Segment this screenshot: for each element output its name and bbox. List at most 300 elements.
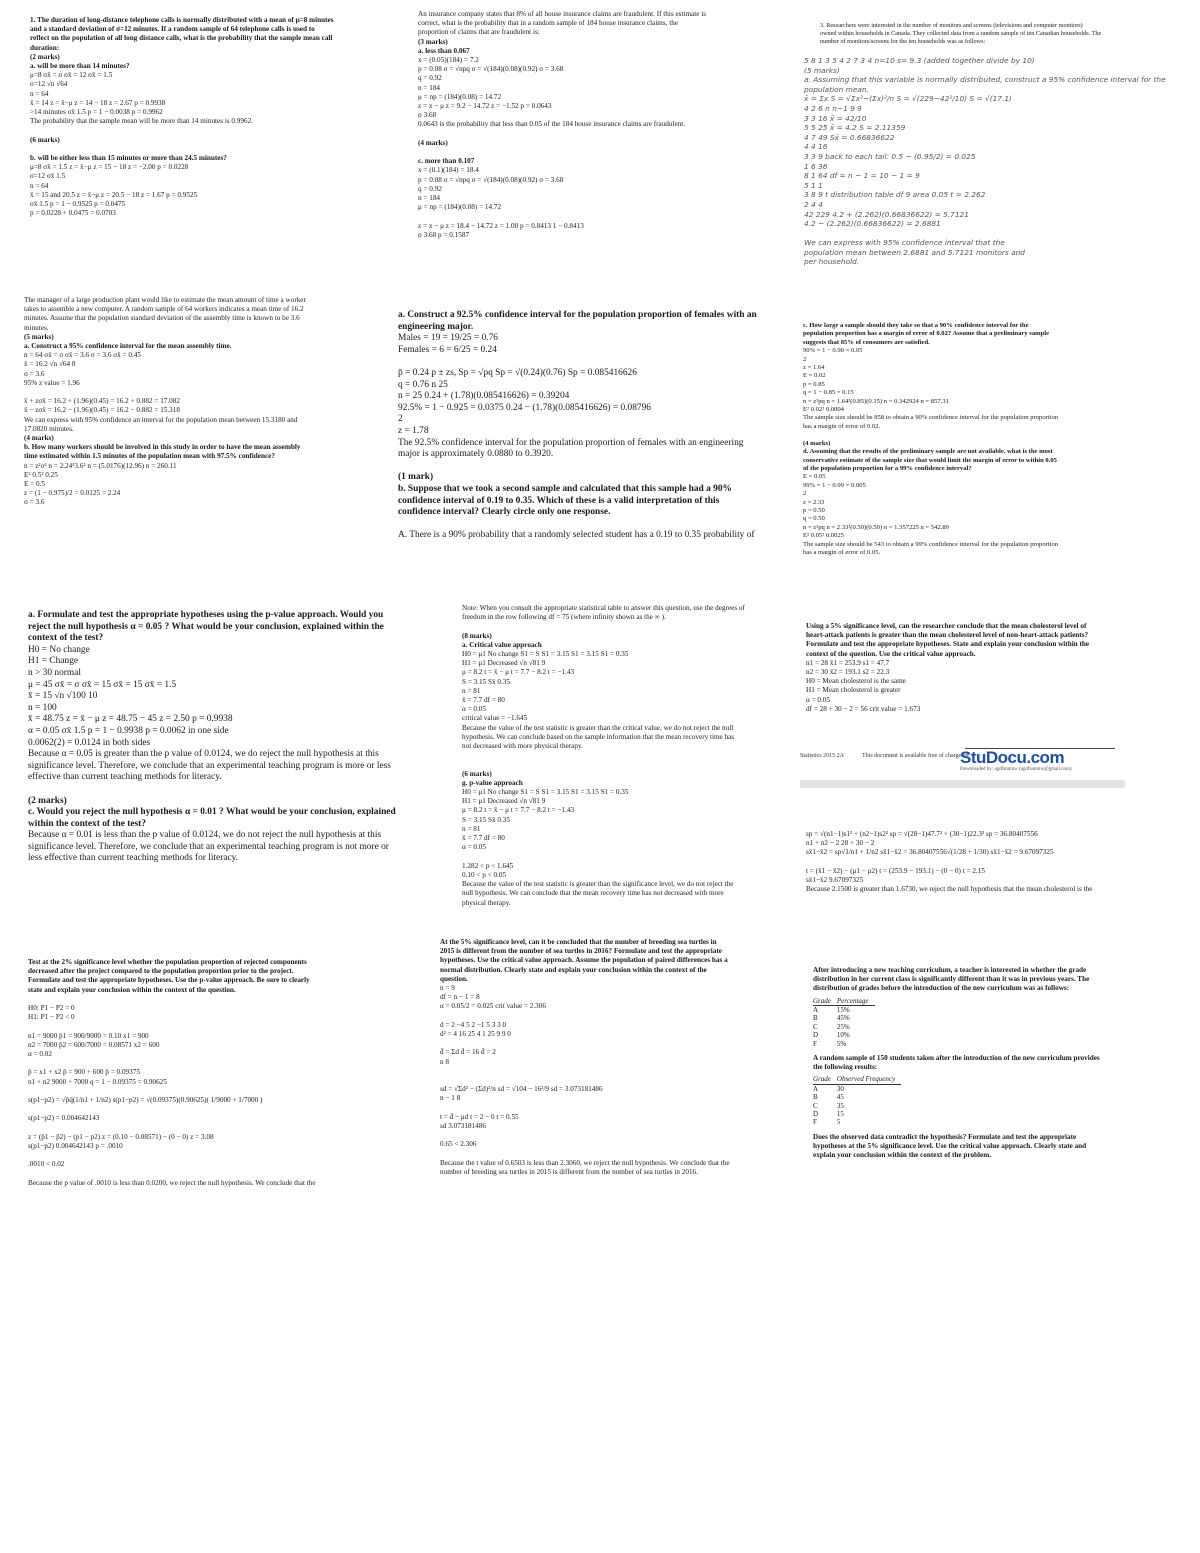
table-cell: A <box>813 1084 819 1093</box>
text-line <box>418 148 790 157</box>
text-line <box>462 852 798 861</box>
text-line: Because the t value of 0.6503 is less than 2.3060, we reject the null hypothesis. We conclude that the <box>440 1158 730 1167</box>
text-line: sd 3.073181486 <box>440 1122 486 1131</box>
text-line: α = 0.05 <box>806 695 830 704</box>
text-line: After introducing a new teaching curriculum, a teacher is interested in whether the grade <box>813 966 1087 974</box>
text-line: σ 3.68 p = 0.1587 <box>418 230 470 239</box>
col1-question-call-duration <box>30 16 410 278</box>
text-line: (2 marks) <box>30 52 60 61</box>
text-line <box>28 1170 438 1179</box>
text-line: takes to assemble a new computer. A random sample of 64 workers indicates a mean time of 16.2 <box>24 305 304 314</box>
text-line: s(p1−p2) = √p̄q̄(1/n1 + 1/n2) s(p1−p2) = √(0.09375)(0.90625)( 1/9000 + 1/7000 ) <box>28 1096 263 1105</box>
text-line: null hypothesis. We can conclude that the mean recovery time has not decreased with more <box>462 889 724 898</box>
text-line <box>30 126 410 135</box>
text-line: H1 = Change <box>28 656 79 667</box>
text-line: suggests that 85% of consumers are satisfied. <box>803 338 930 346</box>
table-cell: C <box>813 1101 818 1110</box>
text-line: 90% = 1 − 0.90 = 0.05 <box>803 347 863 355</box>
text-line: z = x − μ z = 9.2 − 14.72 z = −1.52 p = 0.0643 <box>418 102 552 111</box>
grade-observed-frequency-table <box>813 1075 901 1126</box>
text-line: conservative estimate of the sample size that would limit the margin of error to within 0.05 <box>803 456 1057 464</box>
text-line: n = 64 σx̄ = σ σx̄ = 3.6 σ = 3.6 σx̄ = 0.45 <box>24 351 141 360</box>
text-line: σ=12 σx̄ 1.5 <box>30 172 66 181</box>
col3-question-cholesterol-calc <box>806 830 1124 922</box>
text-line <box>418 130 790 139</box>
text-line: n1 = 9000 p̄1 = 900/9000 = 0.10 x1 = 900 <box>28 1031 149 1040</box>
text-line: (5 marks) <box>804 65 840 75</box>
text-line: μ=8 σx̄ = 1.5 z = x̄−μ z = 15 − 18 z = −2.00 p = 0.0228 <box>30 163 189 172</box>
text-line: b. Suppose that we took a second sample and calculated that this sample had a 90% <box>398 483 732 494</box>
text-line: n = 81 <box>462 824 481 833</box>
text-line: Males = 19 = 19/25 = 0.76 <box>398 333 498 344</box>
studocu-footer <box>800 748 1118 770</box>
text-line: q = 0.92 <box>418 184 442 193</box>
text-line: 2 <box>398 414 403 425</box>
text-line: x = (0.05)(184) = 7.2 <box>418 56 479 65</box>
text-line: sd = √Σd² − (Σd)²/n sd = √104 − 16²/9 sd = 3.073181486 <box>440 1085 603 1094</box>
text-line <box>24 388 404 397</box>
text-line: p = 0.08 σ = √npq σ = √(184)(0.08)(0.92) σ = 3.68 <box>418 175 564 184</box>
text-line: H1 = μ1 Decreased √n √81 9 <box>462 659 546 668</box>
text-line <box>440 1104 808 1113</box>
text-line: x̄ − zσx̄ = 16.2 − (1.96)(0.45) = 16.2 − 0.882 = 15.318 <box>24 406 180 415</box>
text-line: (4 marks) <box>24 434 54 443</box>
text-line: σ 3.68 <box>418 111 437 120</box>
text-line: 4 4 16 <box>804 142 828 152</box>
text-line: effective than current teaching methods for literacy. <box>28 772 222 783</box>
text-line: σ = 3.6 <box>24 498 45 507</box>
text-line: n2 = 7000 p̄2 = 600/7000 = 0.08571 x2 = 600 <box>28 1040 160 1049</box>
text-line: 99% = 1 − 0.99 = 0.005 <box>803 481 866 489</box>
col2-question-insurance-claims <box>418 10 790 288</box>
text-line: critical value = −1.645 <box>462 714 528 723</box>
grade-distribution-before-table <box>813 997 875 1048</box>
text-line: p = 0.08 σ = √npq σ = √(184)(0.08)(0.92) σ = 3.68 <box>418 65 564 74</box>
text-line: 3 3 9 back to each tail: 0.5 − (0.95/2) = 0.025 <box>804 151 976 161</box>
text-line: q = 0.92 <box>418 74 442 83</box>
text-line: n = 64 <box>30 89 49 98</box>
text-line: (8 marks) <box>462 631 492 640</box>
table-header: Observed Frequency <box>837 1075 901 1084</box>
text-line: d² = 4 16 25 4 1 25 9 9 0 <box>440 1030 511 1039</box>
text-line: population mean between 2.6881 and 5.7121 monitors and <box>804 247 1025 257</box>
text-line: S = 3.15 Sx̄ 0.35 <box>462 677 510 686</box>
table-cell: F <box>813 1118 817 1127</box>
text-line: df = n − 1 = 8 <box>440 993 480 1002</box>
text-line: x̄ = 15 √n √100 10 <box>28 691 98 702</box>
text-line: and a standard deviation of σ=12 minutes. If a random sample of 64 telephone calls is used to <box>30 25 315 34</box>
text-line: σ=12 √n √64 <box>30 80 68 89</box>
text-line <box>28 1059 438 1068</box>
text-line: σx̄ 1.5 p = 1 − 0.9525 p = 0.0475 <box>30 200 126 209</box>
text-line: distribution of grades before the introduction of the new curriculum was as follows: <box>813 984 1070 993</box>
text-line: An insurance company states that 8% of all house insurance claims are fraudulent. If this estimate is <box>418 10 707 18</box>
text-line: explain your conclusion within the context of the problem. <box>813 1151 992 1160</box>
text-line: H0 = μ1 No change S1 = S S1 = 3.15 S1 = 3.15 S1 = 0.35 <box>462 650 629 659</box>
text-line: (4 marks) <box>418 138 448 147</box>
table-header: Grade <box>813 1075 837 1084</box>
text-line: The sample size should be 543 to obtain a 99% confidence interval for the population proportion <box>803 540 1059 548</box>
text-line: d = 2 −4 5 2 −1 5 3 3 0 <box>440 1020 507 1029</box>
text-line: z = x − μ z = 18.4 − 14.72 z = 1.00 p = 0.8413 1 − 0.8413 <box>418 221 584 230</box>
table-cell: F <box>813 1039 817 1048</box>
text-line: H0: P1 − P2 = 0 <box>28 1004 75 1013</box>
text-line: x̄ = 7.7 df = 80 <box>462 696 505 705</box>
text-line: (5 marks) <box>24 332 54 341</box>
text-line: a. Construct a 95% confidence interval for the mean assembly time. <box>24 342 232 351</box>
col1-question-rejected-components <box>28 958 438 1210</box>
text-line <box>28 1124 438 1133</box>
text-line: significance level. Therefore, we conclude that an experimental teaching program is not more or <box>28 841 389 852</box>
text-line: Because α = 0.01 is less than the p value of 0.0124, we do not reject the null hypothesis at this <box>28 830 382 841</box>
text-line: We can express with 95% confidence an interval for the population mean between 15.3180 and <box>24 415 298 424</box>
text-line: per household. <box>804 257 860 267</box>
col2-question-sea-turtles <box>440 938 808 1208</box>
text-line: H1: P1 − P2 < 0 <box>28 1013 75 1022</box>
text-line: 2015 is different from the number of sea turtles in 2016? Formulate and test the appropriate <box>440 947 722 956</box>
text-line: 17.0820 minutes. <box>24 424 74 433</box>
table-cell: A <box>813 1006 819 1015</box>
text-line: The sample size should be 858 to obtain a 90% confidence interval for the population proportion <box>803 414 1059 422</box>
text-line: n = z²σ² n = 2.24²3.6² n = (5.0176)(12.96) n = 260.11 <box>24 461 177 470</box>
text-line: 1.282 < p < 1.645 <box>462 861 514 870</box>
text-line: distribution in her current class is significantly different than it was in previous years. The <box>813 975 1090 984</box>
text-line: E = 0.5 <box>24 480 46 489</box>
text-line: Using a 5% significance level, can the researcher conclude that the mean cholesterol level of <box>806 622 1087 630</box>
text-line <box>440 1131 808 1140</box>
text-line: 5 8 1 3 5 4 2 7 3 4 n=10 s= 9.3 (added together divide by 10) <box>804 56 1035 65</box>
text-line: n 8 <box>440 1057 449 1066</box>
text-line: Because the value of the test statistic is greater than the critical value, we do not reject the null <box>462 723 734 732</box>
text-line: Because α = 0.05 is greater than the p value of 0.0124, we do reject the null hypothesis at this <box>28 749 379 760</box>
text-line: context of the question. Use the critical value approach. <box>806 649 976 658</box>
text-line: μ=8 σx̄ = σ σx̄ = 12 σx̄ = 1.5 <box>30 71 113 80</box>
text-line: population proportion has a margin of error of 0.02? Assume that a preliminary sample <box>803 330 1050 338</box>
text-line <box>806 858 1124 867</box>
text-line: engineering major. <box>398 321 474 332</box>
text-line: b. How many workers should be involved in this study in order to have the mean assembly <box>24 443 301 452</box>
text-line: x̄ + zσx̄ = 16.2 + (1.96)(0.45) = 16.2 + 0.882 = 17.082 <box>24 397 180 406</box>
text-line: within the context of the test? <box>28 818 146 829</box>
text-line: μ = np = (184)(0.08) = 14.72 <box>418 92 502 101</box>
text-line: duration: <box>30 43 60 52</box>
text-line: a. will be more than 14 minutes? <box>30 62 130 71</box>
text-line: minutes. <box>24 323 49 332</box>
text-line: df = 28 + 30 − 2 = 56 crit value = 1.673 <box>806 704 921 713</box>
text-line: μ = 8.2 t = x̄ − μ t = 7.7 − 8.2 t = −1.43 <box>462 668 575 677</box>
text-line <box>28 1087 438 1096</box>
text-line: not decreased with more physical therapy. <box>462 742 583 751</box>
text-line: 5 1 1 <box>804 180 823 190</box>
text-line: c. Would you reject the null hypothesis α = 0.01 ? What would be your conclusion, explained <box>28 807 396 818</box>
text-line: g. p-value approach <box>462 778 523 787</box>
text-line: number of breeding sea turtles in 2015 is different from the number of sea turtles in 2016. <box>440 1168 698 1177</box>
text-line: E = 0.02 <box>803 372 826 380</box>
text-line <box>28 1105 438 1114</box>
text-line: σ = 3.6 <box>24 369 45 378</box>
text-line: has a margin of error of 0.05. <box>803 548 881 556</box>
text-line: 0.0062(2) = 0.0124 in both sides <box>28 737 151 748</box>
text-line: s(p1−p2) = 0.004642143 <box>28 1114 100 1123</box>
table-cell: 45% <box>836 1014 850 1023</box>
text-line: hypotheses at the 5% significance level. Use the critical value approach. Clearly state and <box>813 1142 1087 1151</box>
text-line: a. less than 0.067 <box>418 46 470 55</box>
text-line: (1 mark) <box>398 472 434 483</box>
text-line: (6 marks) <box>462 769 492 778</box>
table-cell: D <box>813 1110 819 1119</box>
text-line: n1 + n2 − 2 28 + 30 − 2 <box>806 839 875 848</box>
text-line: (4 marks) <box>803 439 831 447</box>
text-line: 4.2 − (2.262)(0.66836622) = 2.6881 <box>804 219 941 229</box>
text-line: p = 0.85 <box>803 380 825 388</box>
text-line: x̄ = 48.75 z = x̄ − μ z = 48.75 − 45 z = 2.50 p = 0.9938 <box>28 714 233 725</box>
text-line: p = 0.50 <box>803 506 825 514</box>
text-line: owned within households in Canada. They collected data from a random sample of ten Canadian households. The <box>820 30 1102 37</box>
col2-question-recovery-time <box>462 604 798 924</box>
text-line: question. <box>440 974 468 983</box>
text-line: 0.0643 is the probability that less than 0.05 of the 184 house insurance claims are fraudulent. <box>418 120 686 129</box>
text-line: normal distribution. Clearly state and explain your conclusion within the context of the <box>440 965 707 974</box>
text-line: sx̄1−x̄2 9.67097325 <box>806 876 864 885</box>
text-line <box>440 1012 808 1021</box>
text-line: context of the test? <box>28 633 104 644</box>
text-line: n2 = 30 x̄2 = 193.1 s2 = 22.3 <box>806 668 890 677</box>
text-line: α = 0.05/2 = 0.025 crit value = 2.306 <box>440 1002 546 1011</box>
table-cell: D <box>813 1031 819 1040</box>
text-line: confidence interval? Clearly circle only one response. <box>398 507 611 518</box>
text-line: n = 184 <box>418 83 441 92</box>
text-line <box>418 212 790 221</box>
text-line <box>398 356 798 368</box>
text-line: z = (1 − 0.975)/2 = 0.0125 = 2.24 <box>24 489 121 498</box>
text-line: H1 = μ1 Decreased √n √81 9 <box>462 797 546 806</box>
text-line: a. Assuming that this variable is normally distributed, construct a 95% confidence interval for the <box>804 75 1166 85</box>
text-line: z = 2.33 <box>803 498 825 506</box>
text-line: hypotheses. Use the critical value approach. Assume the population of paired differences has a <box>440 956 728 965</box>
text-line: 2 <box>803 355 807 363</box>
text-line: 8 1 64 df = n − 1 = 10 − 1 = 9 <box>804 171 920 181</box>
text-line: x = (0.1)(184) = 18.4 <box>418 166 479 175</box>
text-line: A random sample of 150 students taken after the introduction of the new curriculum provides <box>813 1054 1100 1063</box>
text-line: 1 6 36 <box>804 161 828 171</box>
text-line: d. Assuming that the results of the preliminary sample are not available, what is the most <box>803 448 1053 456</box>
text-line: n = 100 <box>28 702 57 713</box>
text-line: 2 4 4 <box>804 199 823 209</box>
text-line <box>804 229 1122 239</box>
text-line: x̄ = 16.2 √n √64 8 <box>24 360 76 369</box>
text-line: Because 2.1500 is greater than 1.6730, we reject the null hypothesis that the mean cholesterol is the <box>806 885 1093 894</box>
text-line: major is approximately 0.0880 to 0.3920. <box>398 449 554 460</box>
text-line <box>398 519 798 531</box>
text-line: The manager of a large production plant would like to estimate the mean amount of time a worker <box>24 296 306 304</box>
footer-availability-note: This document is available free of charge on <box>862 753 969 759</box>
text-line <box>462 622 798 631</box>
text-line: Formulate and test the appropriate hypotheses. State and explain your conclusion within the <box>806 640 1090 649</box>
text-line: z = (p̄1 − p̄2) − (p1 − p2) z = (0.10 − 0.08571) − (0 − 0) z = 3.08 <box>28 1132 214 1141</box>
text-line: of the population proportion for a 99% confidence interval? <box>803 464 972 472</box>
text-line: p̄ = 0.24 p ± zs, Sp = √pq Sp = √(0.24)(0.76) Sp = 0.085416626 <box>398 367 637 378</box>
table-cell: B <box>813 1014 818 1023</box>
text-line <box>28 1022 438 1031</box>
text-line: c. more than 0.107 <box>418 157 475 166</box>
text-line <box>28 1151 438 1160</box>
col3-question-grade-distribution <box>813 966 1123 1211</box>
text-line: heart-attack patients is greater than the mean cholesterol level of non-heart-attack patients? <box>806 631 1089 640</box>
text-line: significance level. Therefore, we conclude that an experimental teaching program is more or less <box>28 760 391 771</box>
text-line: 42 229 4.2 + (2.262)(0.66836622) = 5.7121 <box>804 209 969 219</box>
table-cell: B <box>813 1093 818 1102</box>
text-line: reflect on the population of all long distance calls, what is the probability that the sample mean call <box>30 34 333 43</box>
text-line: n > 30 normal <box>28 667 81 678</box>
text-line: a. Formulate and test the appropriate hypotheses using the p-value approach. Would you <box>28 610 384 620</box>
text-line: n = z²pq n = 2.33²(0.50)(0.50) n = 1.357225 n = 542.89 <box>803 523 949 531</box>
text-line: 3. Researchers were interested in the number of monitors and screens (televisions and computer monitors) <box>820 22 1083 29</box>
text-line: sx̄1−x̄2 = sp√1/n1 + 1/n2 sx̄1−x̄2 = 36.80407556√(1/28 + 1/30) sx̄1−x̄2 = 9.67097325 <box>806 848 1054 857</box>
text-line: E² 0.02² 0.0004 <box>803 406 844 414</box>
text-line: correct, what is the probability that in a random sample of 184 house insurance claims, the <box>418 19 679 28</box>
text-line: 95% z value = 1.96 <box>24 378 80 387</box>
text-line: H0 = μ1 No change S1 = S S1 = 3.15 S1 = 3.15 S1 = 0.35 <box>462 788 629 797</box>
text-line: We can express with 95% confidence interval that the <box>804 238 1005 248</box>
studocu-logo: StuDocu.com <box>960 748 1065 767</box>
text-line: q = 0.76 n 25 <box>398 379 448 390</box>
col3-question-monitors-printed <box>820 22 1120 54</box>
text-line: x̄ = Σx S = √Σx²−(Σx)²/n S = √(229−42²/10) S = √(17.1) <box>804 94 1012 104</box>
text-line: 3 3 16 x̄ = 42/10 <box>804 113 867 123</box>
text-line: proportion of claims that are fraudulent is: <box>418 28 540 37</box>
text-line: E = 0.05 <box>803 473 826 481</box>
text-line: 0.10 < p < 0.05 <box>462 870 507 879</box>
text-line: x̄ = 15 and 20.5 z = x̄−μ z = 20.5 − 18 z = 1.67 p = 0.9525 <box>30 190 198 199</box>
text-line: p̄ = x1 + x2 p̄ = 900 + 600 p̄ = 0.09375 <box>28 1068 140 1077</box>
text-line: Note: When you consult the appropriate statistical table to answer this question, use the degrees of <box>462 604 745 612</box>
text-line: Formulate and test the appropriate hypotheses. Use the p-value approach. Be sure to clearly <box>28 976 310 985</box>
text-line: confidence interval of 0.19 to 0.35. Which of these is a valid interpretation of this <box>398 495 720 506</box>
text-line: time estimated within 1.5 minutes of the population mean with 97.5% confidence? <box>24 452 275 461</box>
table-header: Grade <box>813 997 837 1006</box>
table-cell: 5 <box>836 1118 841 1127</box>
col3-question-monitors-handwritten <box>804 56 1166 276</box>
text-line: x̄ = 7.7 df = 80 <box>462 834 505 843</box>
footer-gray-bar <box>800 780 1125 788</box>
text-line: 4 7 49 Sx̄ = 0.66836622 <box>804 132 895 142</box>
text-line: d̄ = Σd d̄ = 16 d̄ = 2 <box>440 1048 496 1057</box>
text-line <box>398 461 798 473</box>
text-line <box>30 145 410 154</box>
text-line: has a margin of error of 0.02. <box>803 422 881 430</box>
text-line <box>28 784 440 796</box>
text-line: E² 0.5² 0.25 <box>24 470 58 479</box>
col2-question-engineering-proportion <box>398 310 798 582</box>
text-line: H0 = No change <box>28 644 90 655</box>
col3-question-sample-size <box>803 322 1121 590</box>
table-cell: 25% <box>836 1022 850 1031</box>
table-cell: 15 <box>836 1110 844 1119</box>
text-line: b. will be either less than 15 minutes or more than 24.5 minutes? <box>30 154 227 163</box>
text-line: 1. The duration of long-distance telephone calls is normally distributed with a mean of μ=8 minutes <box>30 16 334 24</box>
table-cell: 5% <box>836 1039 847 1048</box>
text-line: minutes. Assume that the population standard deviation of the assembly time is known to be 3.6 <box>24 314 300 323</box>
text-line: Does the observed data contradict the hypothesis? Formulate and test the appropriate <box>813 1132 1077 1141</box>
col3-question-cholesterol <box>806 622 1124 736</box>
text-line: n − 1 8 <box>440 1094 461 1103</box>
text-line: 92.5% = 1 − 0.925 = 0.0375 0.24 − (1.78)(0.085416626) = 0.08796 <box>398 402 651 413</box>
text-line: μ = 8.2 t = x̄ − μ t = 7.7 − 8.2 t = −1.43 <box>462 806 575 815</box>
text-line: α = 0.02 <box>28 1050 52 1059</box>
text-line: (3 marks) <box>418 37 448 46</box>
text-line: t = d̄ − μd t = 2 − 0 t = 0.55 <box>440 1112 519 1121</box>
text-line: population mean. <box>804 84 869 94</box>
text-line: E² 0.05² 0.0025 <box>803 532 844 540</box>
text-line: a. Critical value approach <box>462 640 542 649</box>
text-line: The 92.5% confidence interval for the population proportion of females with an engineering <box>398 437 744 448</box>
text-line: n = 184 <box>418 194 441 203</box>
text-line: Females = 6 = 6/25 = 0.24 <box>398 344 497 355</box>
text-line: Because the value of the test statistic is greater than the significance level, we do not reject the <box>462 880 734 889</box>
text-line: t = (x̄1 − x̄2) − (μ1 − μ2) t = (253.9 − 193.1) − (0 − 0) t = 2.15 <box>806 866 985 875</box>
table-cell: 35 <box>836 1101 844 1110</box>
text-line: decreased after the project compared to the population proportion prior to the project. <box>28 967 294 976</box>
text-line: .0010 < 0.02 <box>28 1160 65 1169</box>
text-line: s(p1−p2) 0.004642143 p = .0010 <box>28 1142 123 1151</box>
text-line: At the 5% significance level, can it be concluded that the number of breeding sea turtles in <box>440 938 717 946</box>
text-line: n = 9 <box>440 984 455 993</box>
text-line: (2 marks) <box>28 795 67 806</box>
text-line: a. Construct a 92.5% confidence interval for the population proportion of females with an <box>398 310 757 320</box>
text-line: n = 25 0.24 + (1.78)(0.085416626) = 0.39204 <box>398 391 570 402</box>
text-line: (6 marks) <box>30 135 60 144</box>
text-line: freedom in the row following df = 75 (where infinity shown as the ∞ ). <box>462 613 666 622</box>
text-line: c. How large a sample should they take so that a 90% confidence interval for the <box>803 322 1029 329</box>
text-line: 4 2 6 n n−1 9 9 <box>804 103 862 113</box>
text-line: the following results: <box>813 1063 878 1072</box>
text-line: Because the p value of .0010 is less than 0.0200, we reject the null hypothesis. We conclude that the <box>28 1178 316 1187</box>
text-line: H0 = Mean cholesterol is the same <box>806 677 906 686</box>
text-line: state and explain your conclusion within the context of the question. <box>28 985 236 994</box>
text-line: hypothesis. We can conclude based on the sample information that the mean recovery time has <box>462 732 735 741</box>
table-header: Percentage <box>837 997 875 1006</box>
text-line <box>440 1067 808 1076</box>
text-line: 3 8 9 t distribution table df 9 area 0.05 t = 2.262 <box>804 190 986 200</box>
text-line <box>462 760 798 769</box>
text-line: p = 0.0228 + 0.0475 = 0.0703 <box>30 209 116 218</box>
text-line: reject the null hypothesis α = 0.05 ? What would be your conclusion, explained within the <box>28 621 384 632</box>
text-line: physical therapy. <box>462 898 511 907</box>
text-line: α = 0.05 <box>462 843 486 852</box>
text-line: q = 0.50 <box>803 515 825 523</box>
text-line: S = 3.15 Sx̄ 0.35 <box>462 815 510 824</box>
table-cell: 30 <box>836 1084 844 1093</box>
text-line: 0.65 < 2.306 <box>440 1140 477 1149</box>
text-line: μ = 45 σx̄ = σ σx̄ = 15 σx̄ = 15 σx̄ = 1.5 <box>28 679 177 690</box>
footer-download-note: Downloaded by: agdfsnnmw (agdfsnnmw@gmail.com) <box>960 767 1072 772</box>
text-line <box>440 1150 808 1159</box>
text-line <box>803 431 1121 439</box>
table-cell: 10% <box>836 1031 850 1040</box>
text-line: n1 = 28 x̄1 = 253.9 s1 = 47.7 <box>806 658 890 667</box>
text-line <box>462 751 798 760</box>
text-line: Test at the 2% significance level whether the population proportion of rejected components <box>28 958 307 966</box>
text-line: n1 + n2 9000 + 7000 q = 1 − 0.09375 = 0.90625 <box>28 1077 167 1086</box>
table-cell: C <box>813 1022 818 1031</box>
col1-question-literacy-hypothesis <box>28 610 440 918</box>
text-line: A. There is a 90% probability that a randomly selected student has a 0.19 to 0.35 probability of <box>398 530 755 541</box>
text-line: The probability that the sample mean will be more than 14 minutes is 0.9962. <box>30 117 253 126</box>
text-line: 5 5 25 x̄ = 4.2 S = 2.11359 <box>804 123 906 133</box>
text-line: z = 1.78 <box>398 425 429 436</box>
text-line: α = 0.05 σx̄ 1.5 p = 1 − 0.9938 p = 0.0062 in one side <box>28 725 229 736</box>
table-cell: 15% <box>836 1006 850 1015</box>
